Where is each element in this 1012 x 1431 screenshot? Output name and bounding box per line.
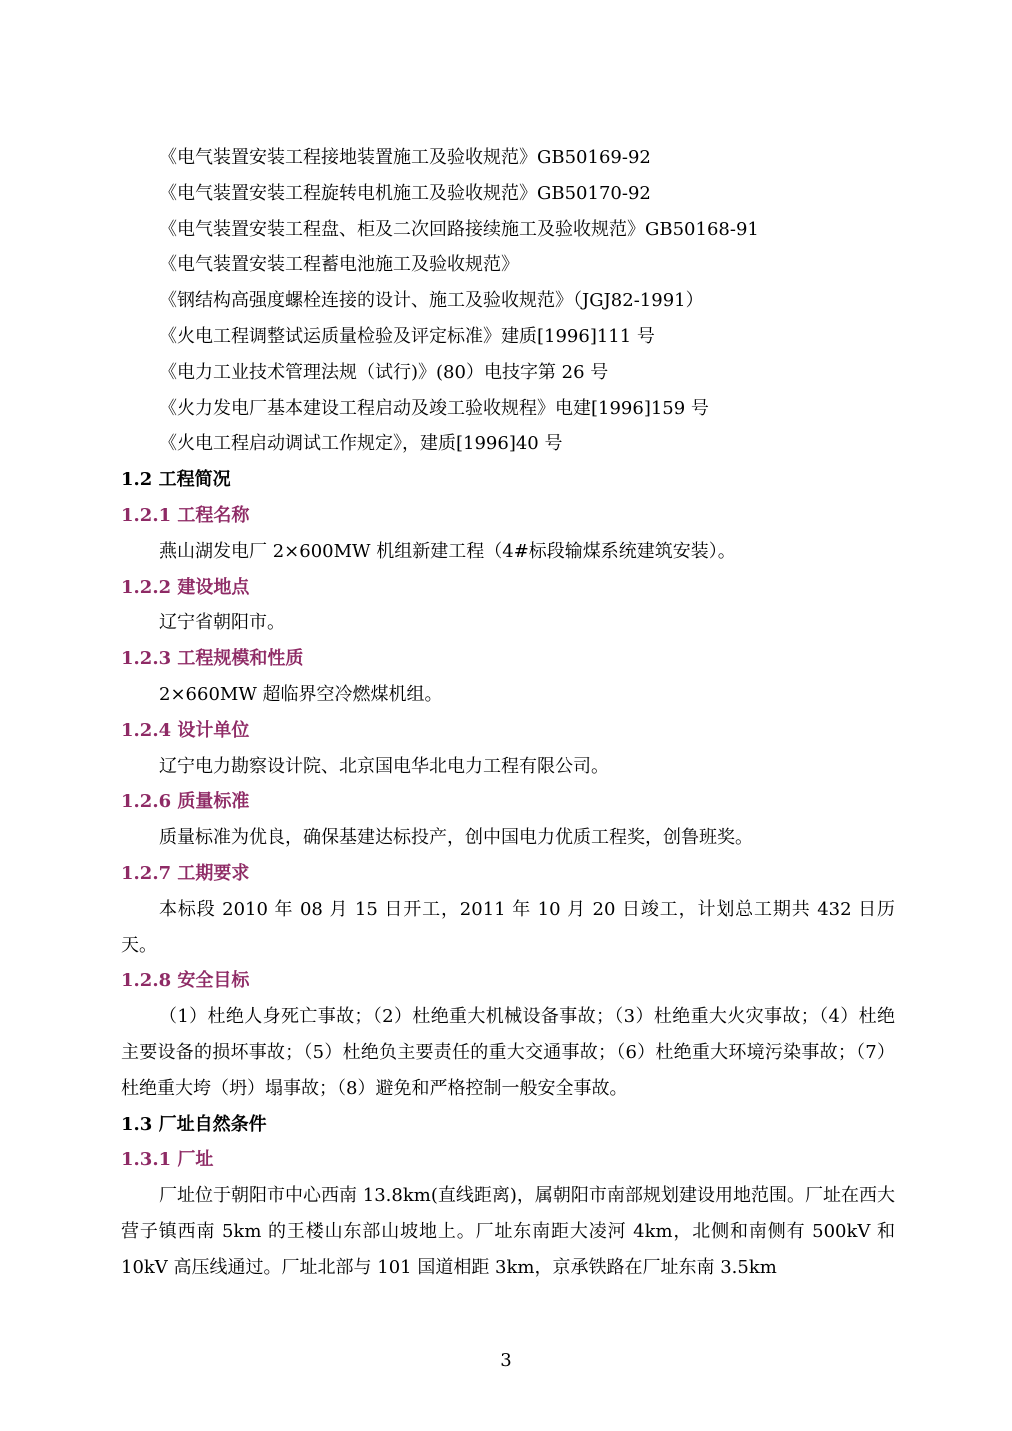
- page-number: 3: [500, 1350, 512, 1371]
- reference-item: 《电气装置安装工程盘、柜及二次回路接续施工及验收规范》GB50168-91: [159, 218, 759, 240]
- safety-text: （1）杜绝人身死亡事故；（2）杜绝重大机械设备事故；（3）杜绝重大火灾事故；（4）杜绝主要设备的损坏事故；（5）杜绝负主要责任的重大交通事故；（6）杜绝重大环境污染事故；（7）杜绝重大垮（坍）塌事故；（8）避免和严格控制一般安全事故。: [121, 1006, 895, 1099]
- subsection-heading-safety: 1.2.8 安全目标: [121, 970, 250, 992]
- reference-item: 《火力发电厂基本建设工程启动及竣工验收规程》电建[1996]159 号: [159, 397, 709, 419]
- subsection-heading-schedule: 1.2.7 工期要求: [121, 862, 250, 884]
- subsection-heading-site: 1.3.1 厂址: [121, 1149, 214, 1171]
- section-heading-1-3: 1.3 厂址自然条件: [121, 1113, 267, 1135]
- reference-item: 《火电工程启动调试工作规定》，建质[1996]40 号: [159, 433, 563, 455]
- reference-item: 《钢结构高强度螺栓连接的设计、施工及验收规范》（JGJ82-1991）: [159, 290, 704, 312]
- reference-item: 《电气装置安装工程旋转电机施工及验收规范》GB50170-92: [159, 182, 651, 204]
- section-heading-1-2: 1.2 工程简况: [121, 469, 231, 491]
- site-text: 厂址位于朝阳市中心西南 13.8km(直线距离)，属朝阳市南部规划建设用地范围。厂址在西大营子镇西南 5km 的王楼山东部山坡地上。厂址东南距大凌河 4km，北侧和南侧有 500kV 和 10kV 高压线通过。厂址北部与 101 国道相距 3km，京承铁路在厂址东南 3.5km: [121, 1185, 895, 1278]
- reference-item: 《火电工程调整试运质量检验及评定标准》建质[1996]111 号: [159, 325, 655, 347]
- subsection-heading-scale: 1.2.3 工程规模和性质: [121, 648, 304, 670]
- scale-text: 2×660MW 超临界空冷燃煤机组。: [159, 683, 443, 705]
- project-name-text: 燕山湖发电厂 2×600MW 机组新建工程（4#标段输煤系统建筑安装）。: [159, 540, 736, 562]
- reference-item: 《电气装置安装工程蓄电池施工及验收规范》: [159, 254, 519, 276]
- reference-list: [121, 140, 895, 462]
- schedule-text: 本标段 2010 年 08 月 15 日开工，2011 年 10 月 20 日竣工，计划总工期共 432 日历天。: [121, 898, 895, 956]
- subsection-heading-quality: 1.2.6 质量标准: [121, 791, 250, 813]
- quality-text: 质量标准为优良，确保基建达标投产，创中国电力优质工程奖，创鲁班奖。: [159, 827, 753, 849]
- location-text: 辽宁省朝阳市。: [159, 612, 285, 634]
- subsection-heading-design: 1.2.4 设计单位: [121, 719, 250, 741]
- page-content: [121, 140, 895, 1286]
- subsection-heading-location: 1.2.2 建设地点: [121, 576, 250, 598]
- reference-item: 《电气装置安装工程接地装置施工及验收规范》GB50169-92: [159, 147, 651, 168]
- design-text: 辽宁电力勘察设计院、北京国电华北电力工程有限公司。: [159, 755, 609, 777]
- subsection-heading-project-name: 1.2.1 工程名称: [121, 504, 250, 526]
- reference-item: 《电力工业技术管理法规（试行)》(80）电技字第 26 号: [159, 361, 609, 383]
